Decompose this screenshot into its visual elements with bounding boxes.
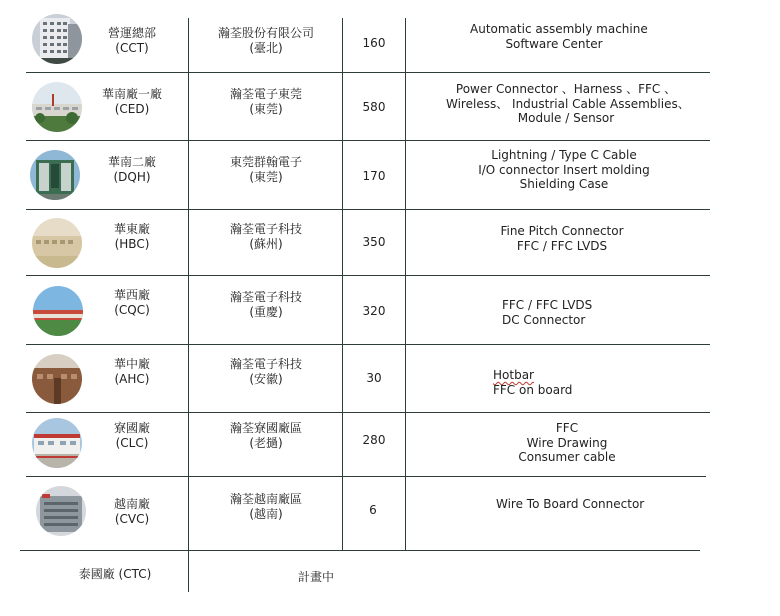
products-hbc: Fine Pitch Connector FFC / FFC LVDS <box>500 224 624 253</box>
products-ahc: Hotbar FFC on board <box>493 368 573 397</box>
building-photo-clc <box>32 418 82 468</box>
status-ctc: 計畫中 <box>297 570 334 584</box>
company-ahc: 瀚荃電子科技 (安徽) <box>229 357 302 386</box>
building-photo-hbc <box>32 218 82 268</box>
site-name-cvc: 越南廠 (CVC) <box>113 497 150 526</box>
products-dqh: Lightning / Type C Cable I/O connector Insert molding Shielding Case <box>478 148 650 192</box>
company-cct: 瀚荃股份有限公司 (臺北) <box>217 26 314 55</box>
row-divider-6 <box>26 412 710 413</box>
headcount-ahc: 30 <box>366 371 382 385</box>
company-dqh: 東莞群翰電子 (東莞) <box>229 155 302 184</box>
products-ced: Power Connector 、Harness 、FFC 、 Wireless、 Industrial Cable Assemblies、 Module / Sensor <box>446 82 690 126</box>
site-name-ahc: 華中廠 (AHC) <box>113 357 150 386</box>
headcount-clc: 280 <box>362 433 386 447</box>
products-cvc: Wire To Board Connector <box>496 497 645 511</box>
site-name-dqh: 華南二廠 (DQH) <box>107 155 156 184</box>
col-divider-1 <box>188 18 189 592</box>
row-divider-4 <box>26 275 710 276</box>
building-photo-ahc <box>32 354 82 404</box>
building-photo-cct <box>32 14 82 64</box>
company-cqc: 瀚荃電子科技 (重慶) <box>229 290 302 319</box>
products-cct: Automatic assembly machine Software Center <box>470 22 648 51</box>
row-divider-7 <box>26 476 706 477</box>
col-divider-3 <box>405 18 406 550</box>
headcount-cct: 160 <box>362 36 386 50</box>
site-name-hbc: 華東廠 (HBC) <box>113 222 150 251</box>
headcount-ced: 580 <box>362 100 386 114</box>
company-hbc: 瀚荃電子科技 (蘇州) <box>229 222 302 251</box>
site-name-ced: 華南廠一廠 (CED) <box>101 87 162 116</box>
row-divider-5 <box>26 344 710 345</box>
building-photo-cvc <box>36 486 86 536</box>
site-name-ctc: 泰國廠 (CTC) <box>78 567 152 581</box>
site-name-cqc: 華西廠 (CQC) <box>113 288 150 317</box>
col-divider-2 <box>342 18 343 550</box>
site-name-clc: 寮國廠 (CLC) <box>113 421 150 450</box>
company-clc: 瀚荃寮國廠區 (老撾) <box>229 421 302 450</box>
products-cqc: FFC / FFC LVDS DC Connector <box>502 298 593 327</box>
building-photo-ced <box>32 82 82 132</box>
headcount-cvc: 6 <box>369 503 377 517</box>
headcount-dqh: 170 <box>362 169 386 183</box>
building-photo-cqc <box>33 286 83 336</box>
products-clc: FFC Wire Drawing Consumer cable <box>518 421 616 465</box>
company-ced: 瀚荃電子東莞 (東莞) <box>229 87 302 116</box>
headcount-cqc: 320 <box>362 304 386 318</box>
site-name-cct: 營運總部 (CCT) <box>107 26 156 55</box>
row-divider-3 <box>26 209 710 210</box>
building-photo-dqh <box>30 150 80 200</box>
headcount-hbc: 350 <box>362 235 386 249</box>
row-divider-8 <box>20 550 700 551</box>
spellcheck-underlined-word: Hotbar <box>493 368 534 382</box>
company-cvc: 瀚荃越南廠區 (越南) <box>229 492 302 521</box>
row-divider-2 <box>26 140 710 141</box>
row-divider-1 <box>26 72 710 73</box>
